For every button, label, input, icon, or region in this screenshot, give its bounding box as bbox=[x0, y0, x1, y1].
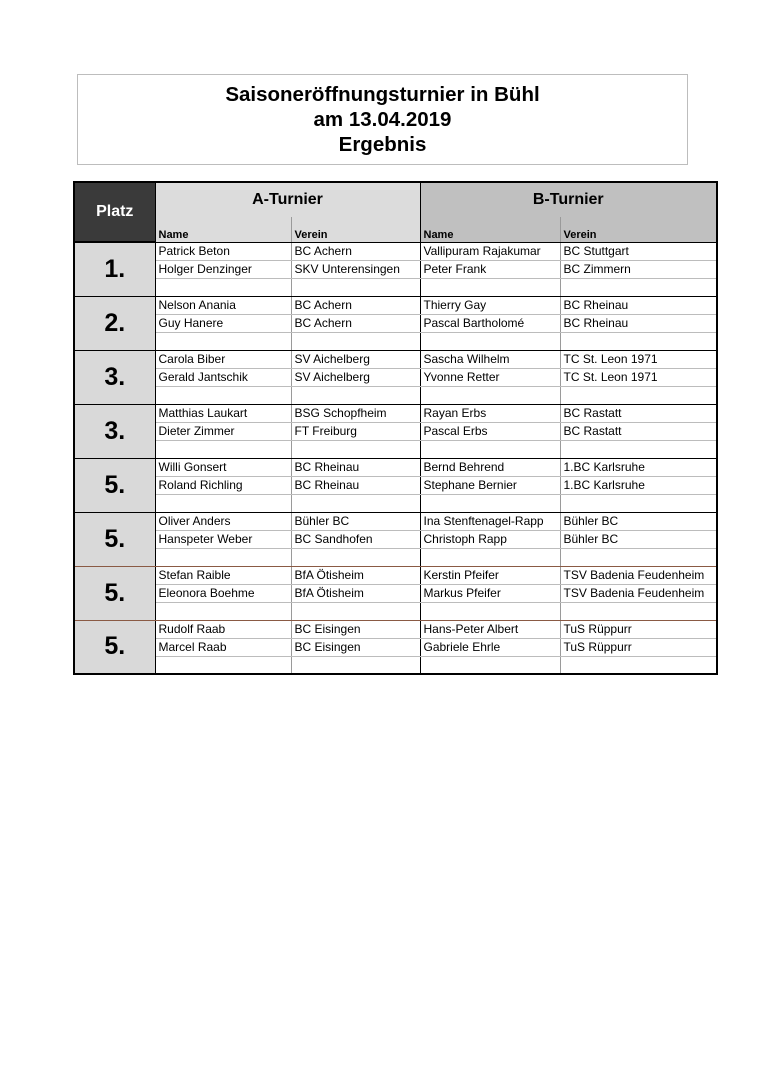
empty-cell bbox=[291, 386, 420, 404]
table-row bbox=[74, 296, 717, 314]
empty-cell bbox=[420, 602, 560, 620]
b-name-cell: Pascal Erbs bbox=[420, 422, 560, 440]
title-line-2: am 13.04.2019 bbox=[313, 108, 452, 131]
b-verein-header: Verein bbox=[560, 217, 717, 242]
a-verein-cell: BfA Ötisheim bbox=[291, 566, 420, 584]
a-name-cell: Patrick Beton bbox=[155, 242, 291, 260]
b-name-cell: Thierry Gay bbox=[420, 296, 560, 314]
b-verein-cell: TuS Rüppurr bbox=[560, 638, 717, 656]
table-row bbox=[74, 422, 717, 440]
results-table bbox=[73, 181, 718, 675]
a-verein-cell: SKV Unterensingen bbox=[291, 260, 420, 278]
empty-cell bbox=[560, 440, 717, 458]
subheader-row bbox=[74, 217, 717, 242]
b-name-cell: Sascha Wilhelm bbox=[420, 350, 560, 368]
b-verein-cell: 1.BC Karlsruhe bbox=[560, 476, 717, 494]
a-verein-cell: BSG Schopfheim bbox=[291, 404, 420, 422]
b-name-cell: Vallipuram Rajakumar bbox=[420, 242, 560, 260]
b-verein-cell: BC Rheinau bbox=[560, 296, 717, 314]
b-verein-cell: TuS Rüppurr bbox=[560, 620, 717, 638]
b-verein-cell: BC Stuttgart bbox=[560, 242, 717, 260]
empty-cell bbox=[420, 440, 560, 458]
empty-cell bbox=[420, 278, 560, 296]
title-box bbox=[77, 74, 688, 165]
a-name-cell: Eleonora Boehme bbox=[155, 584, 291, 602]
place-cell: 1. bbox=[74, 242, 155, 296]
b-verein-cell: BC Rheinau bbox=[560, 314, 717, 332]
empty-cell bbox=[155, 278, 291, 296]
b-verein-cell: BC Zimmern bbox=[560, 260, 717, 278]
b-name-cell: Christoph Rapp bbox=[420, 530, 560, 548]
b-name-cell: Ina Stenftenagel-Rapp bbox=[420, 512, 560, 530]
empty-cell bbox=[560, 332, 717, 350]
empty-cell bbox=[420, 494, 560, 512]
a-verein-cell: BC Sandhofen bbox=[291, 530, 420, 548]
header-row bbox=[74, 182, 717, 217]
table-row bbox=[74, 602, 717, 620]
b-verein-cell: Bühler BC bbox=[560, 530, 717, 548]
b-verein-cell: 1.BC Karlsruhe bbox=[560, 458, 717, 476]
a-name-cell: Nelson Anania bbox=[155, 296, 291, 314]
a-name-cell: Stefan Raible bbox=[155, 566, 291, 584]
empty-cell bbox=[560, 548, 717, 566]
empty-cell bbox=[291, 332, 420, 350]
b-verein-cell: TC St. Leon 1971 bbox=[560, 368, 717, 386]
table-row bbox=[74, 512, 717, 530]
table-row bbox=[74, 332, 717, 350]
empty-cell bbox=[155, 332, 291, 350]
b-verein-cell: BC Rastatt bbox=[560, 422, 717, 440]
b-name-header: Name bbox=[420, 217, 560, 242]
a-name-header: Name bbox=[155, 217, 291, 242]
empty-cell bbox=[420, 548, 560, 566]
place-cell: 5. bbox=[74, 512, 155, 566]
table-row bbox=[74, 494, 717, 512]
a-name-cell: Roland Richling bbox=[155, 476, 291, 494]
title-line-1: Saisoneröffnungsturnier in Bühl bbox=[225, 83, 540, 106]
a-verein-cell: SV Aichelberg bbox=[291, 368, 420, 386]
empty-cell bbox=[560, 602, 717, 620]
b-verein-cell: TSV Badenia Feudenheim bbox=[560, 566, 717, 584]
a-verein-cell: Bühler BC bbox=[291, 512, 420, 530]
a-name-cell: Oliver Anders bbox=[155, 512, 291, 530]
a-verein-cell: BC Rheinau bbox=[291, 458, 420, 476]
table-row bbox=[74, 566, 717, 584]
table-row bbox=[74, 368, 717, 386]
table-row bbox=[74, 386, 717, 404]
table-row bbox=[74, 656, 717, 674]
a-turnier-header: A-Turnier bbox=[155, 182, 420, 217]
empty-cell bbox=[420, 656, 560, 674]
empty-cell bbox=[291, 602, 420, 620]
a-name-cell: Marcel Raab bbox=[155, 638, 291, 656]
a-name-cell: Holger Denzinger bbox=[155, 260, 291, 278]
b-name-cell: Gabriele Ehrle bbox=[420, 638, 560, 656]
platz-header: Platz bbox=[74, 182, 155, 242]
a-name-cell: Gerald Jantschik bbox=[155, 368, 291, 386]
a-name-cell: Guy Hanere bbox=[155, 314, 291, 332]
b-name-cell: Yvonne Retter bbox=[420, 368, 560, 386]
table-row bbox=[74, 404, 717, 422]
empty-cell bbox=[560, 278, 717, 296]
place-cell: 5. bbox=[74, 458, 155, 512]
empty-cell bbox=[155, 440, 291, 458]
empty-cell bbox=[560, 656, 717, 674]
empty-cell bbox=[155, 548, 291, 566]
a-verein-cell: BC Eisingen bbox=[291, 620, 420, 638]
table-row bbox=[74, 314, 717, 332]
a-verein-cell: SV Aichelberg bbox=[291, 350, 420, 368]
b-name-cell: Bernd Behrend bbox=[420, 458, 560, 476]
b-name-cell: Stephane Bernier bbox=[420, 476, 560, 494]
place-cell: 3. bbox=[74, 404, 155, 458]
empty-cell bbox=[155, 494, 291, 512]
table-row bbox=[74, 260, 717, 278]
table-row bbox=[74, 620, 717, 638]
table-row bbox=[74, 440, 717, 458]
a-name-cell: Hanspeter Weber bbox=[155, 530, 291, 548]
empty-cell bbox=[291, 440, 420, 458]
table-row bbox=[74, 242, 717, 260]
table-row bbox=[74, 458, 717, 476]
b-verein-cell: TC St. Leon 1971 bbox=[560, 350, 717, 368]
b-verein-cell: BC Rastatt bbox=[560, 404, 717, 422]
table-row bbox=[74, 278, 717, 296]
table-row bbox=[74, 638, 717, 656]
empty-cell bbox=[560, 494, 717, 512]
a-name-cell: Matthias Laukart bbox=[155, 404, 291, 422]
empty-cell bbox=[291, 494, 420, 512]
a-name-cell: Carola Biber bbox=[155, 350, 291, 368]
empty-cell bbox=[291, 656, 420, 674]
table-row bbox=[74, 584, 717, 602]
a-verein-cell: FT Freiburg bbox=[291, 422, 420, 440]
table-row bbox=[74, 548, 717, 566]
b-name-cell: Pascal Bartholomé bbox=[420, 314, 560, 332]
table-row bbox=[74, 476, 717, 494]
b-name-cell: Hans-Peter Albert bbox=[420, 620, 560, 638]
place-cell: 2. bbox=[74, 296, 155, 350]
a-name-cell: Willi Gonsert bbox=[155, 458, 291, 476]
empty-cell bbox=[420, 332, 560, 350]
a-verein-header: Verein bbox=[291, 217, 420, 242]
title-line-3: Ergebnis bbox=[338, 133, 427, 156]
a-verein-cell: BC Achern bbox=[291, 296, 420, 314]
a-verein-cell: BfA Ötisheim bbox=[291, 584, 420, 602]
empty-cell bbox=[155, 386, 291, 404]
empty-cell bbox=[155, 656, 291, 674]
place-cell: 5. bbox=[74, 620, 155, 674]
b-name-cell: Markus Pfeifer bbox=[420, 584, 560, 602]
results-body bbox=[74, 242, 717, 674]
empty-cell bbox=[560, 386, 717, 404]
place-cell: 5. bbox=[74, 566, 155, 620]
a-verein-cell: BC Achern bbox=[291, 314, 420, 332]
a-verein-cell: BC Achern bbox=[291, 242, 420, 260]
empty-cell bbox=[155, 602, 291, 620]
b-name-cell: Kerstin Pfeifer bbox=[420, 566, 560, 584]
b-verein-cell: Bühler BC bbox=[560, 512, 717, 530]
a-name-cell: Rudolf Raab bbox=[155, 620, 291, 638]
b-name-cell: Peter Frank bbox=[420, 260, 560, 278]
empty-cell bbox=[291, 278, 420, 296]
table-row bbox=[74, 350, 717, 368]
a-name-cell: Dieter Zimmer bbox=[155, 422, 291, 440]
empty-cell bbox=[291, 548, 420, 566]
place-cell: 3. bbox=[74, 350, 155, 404]
b-name-cell: Rayan Erbs bbox=[420, 404, 560, 422]
a-verein-cell: BC Eisingen bbox=[291, 638, 420, 656]
table-row bbox=[74, 530, 717, 548]
b-verein-cell: TSV Badenia Feudenheim bbox=[560, 584, 717, 602]
a-verein-cell: BC Rheinau bbox=[291, 476, 420, 494]
b-turnier-header: B-Turnier bbox=[420, 182, 717, 217]
empty-cell bbox=[420, 386, 560, 404]
